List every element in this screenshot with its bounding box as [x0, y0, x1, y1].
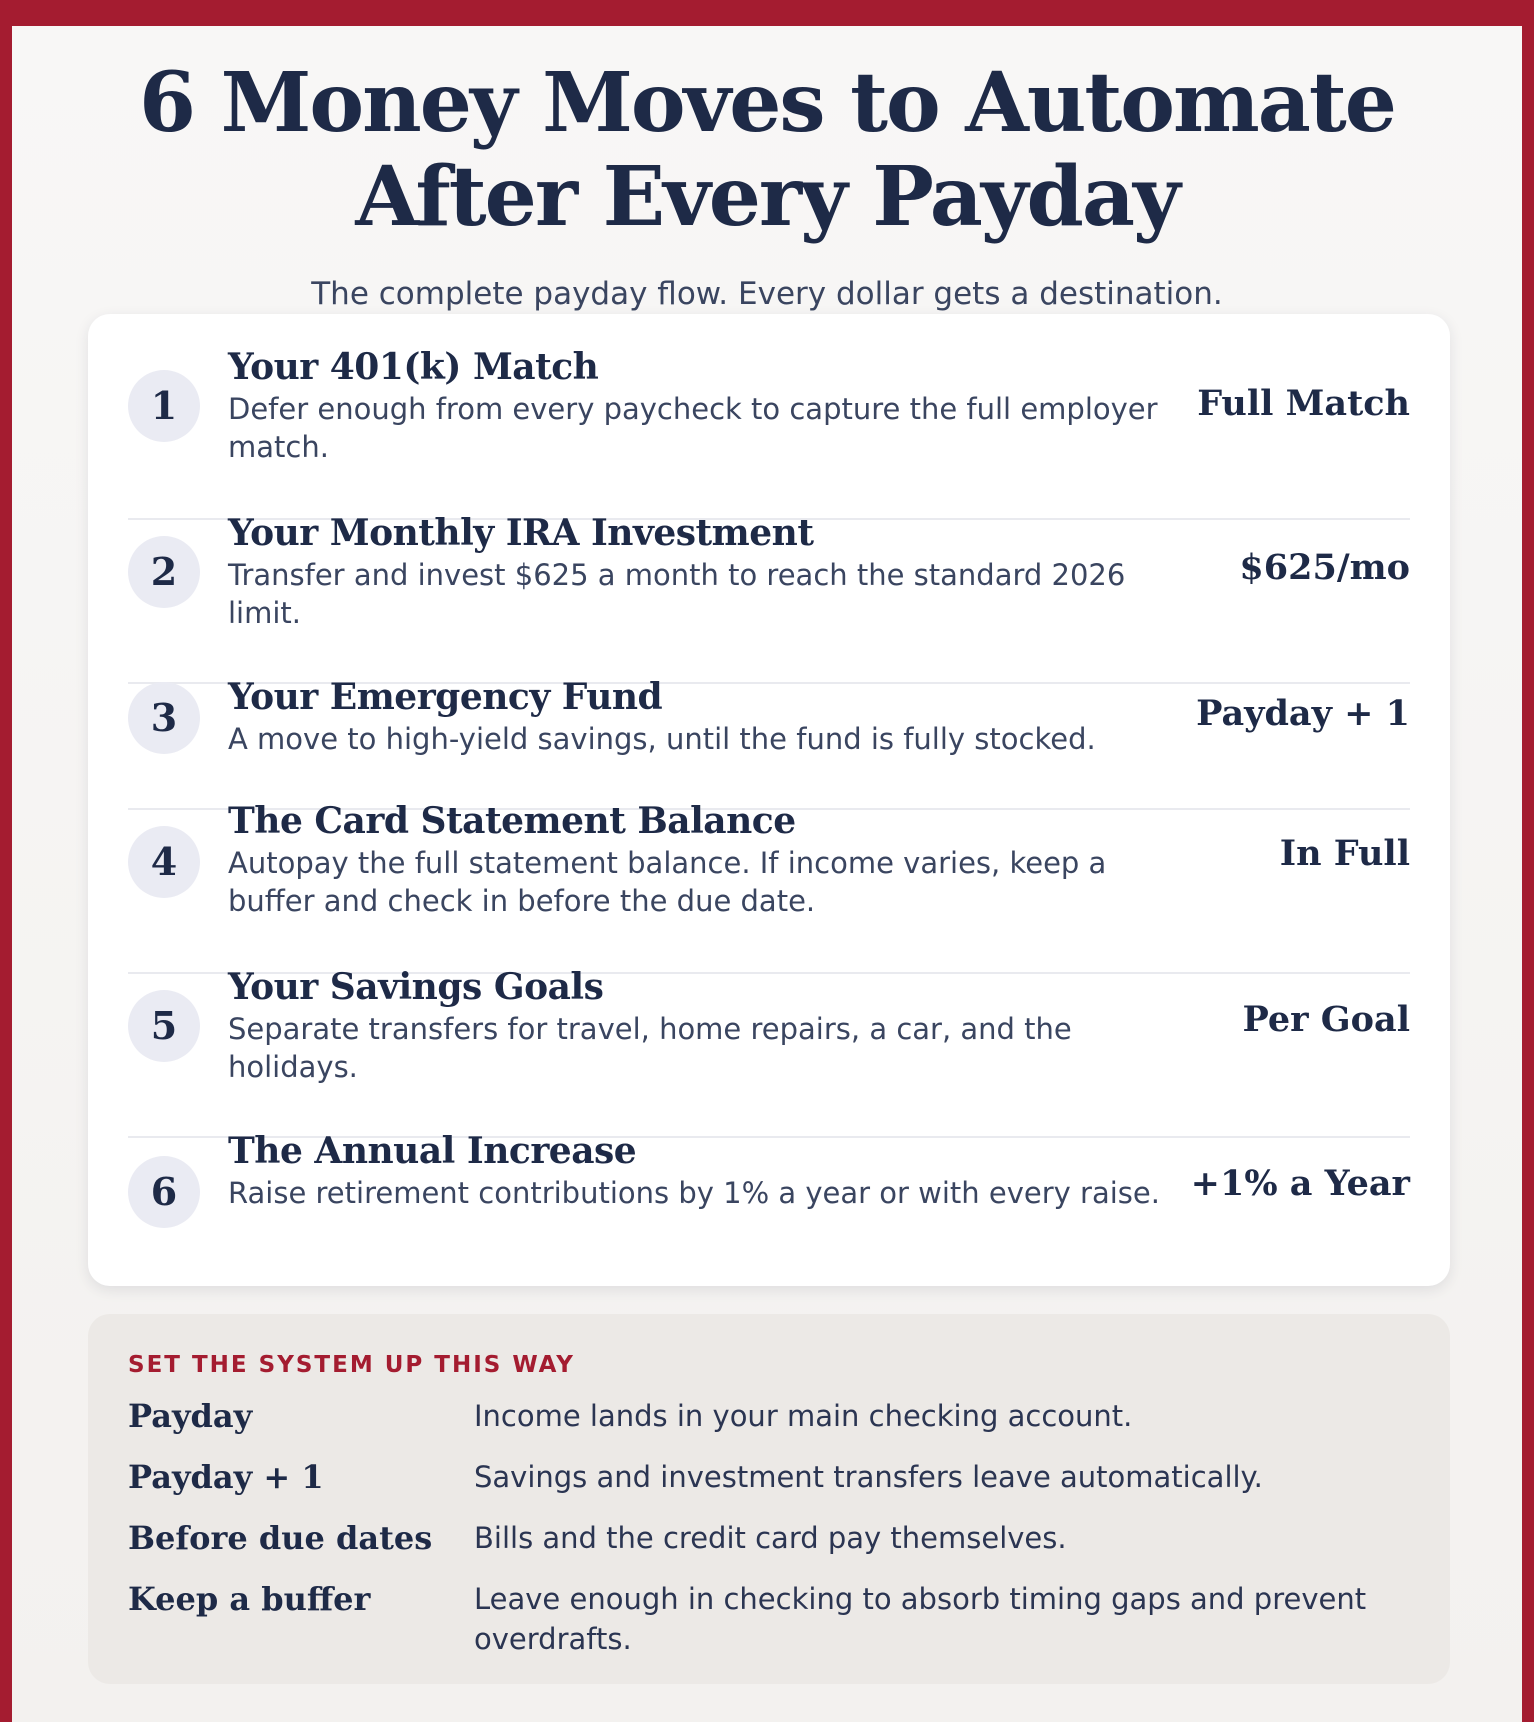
- page-title: [12, 56, 1522, 244]
- move-row-5: [128, 964, 1410, 1096]
- page-title-line-1: 6 Money Moves to Automate: [139, 55, 1395, 151]
- setup-step-term: Payday: [128, 1397, 253, 1435]
- move-value: Full Match: [1197, 383, 1410, 424]
- move-description: Autopay the full statement balance. If income varies, keep a buffer and check in before the due date.: [228, 846, 1107, 918]
- move-description: A move to high-yield savings, until the fund is fully stocked.: [228, 722, 1096, 756]
- move-description: Separate transfers for travel, home repairs, a car, and the holidays.: [228, 1012, 1072, 1084]
- setup-step-text: Savings and investment transfers leave automatically.: [474, 1460, 1263, 1494]
- setup-step-term: Before due dates: [128, 1519, 433, 1557]
- setup-panel: [88, 1314, 1450, 1684]
- move-title: Your 401(k) Match: [228, 346, 599, 388]
- move-number-badge: 4: [128, 826, 200, 898]
- setup-step-term: Keep a buffer: [128, 1580, 371, 1618]
- move-row-4: [128, 798, 1410, 930]
- move-description: Raise retirement contributions by 1% a year or with every raise.: [228, 1176, 1160, 1210]
- page-title-line-2: After Every Payday: [355, 149, 1179, 245]
- move-value: Per Goal: [1242, 999, 1410, 1040]
- move-title: Your Savings Goals: [228, 966, 604, 1008]
- setup-label: SET THE SYSTEM UP THIS WAY: [128, 1352, 575, 1378]
- move-row-3: [128, 674, 1410, 772]
- move-value: In Full: [1279, 833, 1410, 874]
- setup-step-text: Income lands in your main checking account.: [474, 1399, 1133, 1433]
- move-description: Defer enough from every paycheck to capture the full employer match.: [228, 392, 1158, 464]
- setup-step-text: Bills and the credit card pay themselves.: [474, 1521, 1067, 1555]
- move-title: Your Monthly IRA Investment: [228, 512, 814, 554]
- move-row-2: [128, 510, 1410, 642]
- move-number-badge: 1: [128, 370, 200, 442]
- move-description: Transfer and invest $625 a month to reach the standard 2026 limit.: [228, 558, 1126, 630]
- move-title: The Annual Increase: [228, 1130, 637, 1172]
- move-value: $625/mo: [1239, 547, 1410, 588]
- move-row-1: [128, 344, 1410, 476]
- setup-step-text: Leave enough in checking to absorb timing gaps and prevent overdrafts.: [474, 1582, 1367, 1656]
- move-title: Your Emergency Fund: [228, 676, 663, 718]
- move-value: Payday + 1: [1196, 693, 1410, 734]
- move-number-badge: 6: [128, 1156, 200, 1228]
- page-subtitle: The complete payday flow. Every dollar gets a destination.: [311, 276, 1223, 312]
- move-row-6: [128, 1128, 1410, 1260]
- move-title: The Card Statement Balance: [228, 800, 796, 842]
- money-moves-card: [88, 314, 1450, 1286]
- move-number-badge: 3: [128, 682, 200, 754]
- move-value: +1% a Year: [1190, 1163, 1410, 1204]
- move-number-badge: 5: [128, 990, 200, 1062]
- move-number-badge: 2: [128, 536, 200, 608]
- setup-step-term: Payday + 1: [128, 1458, 324, 1496]
- infographic-page: [12, 26, 1522, 1722]
